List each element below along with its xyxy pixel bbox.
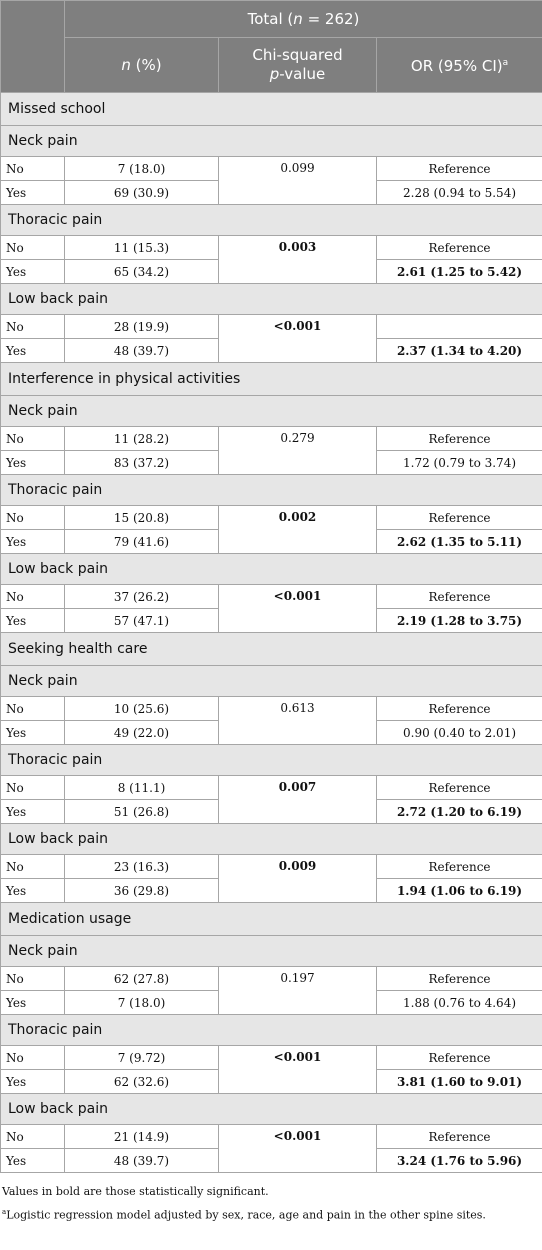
row-n-percent: 36 (29.8) [65, 879, 219, 903]
header-row-total [1, 1, 542, 38]
p-value-cell: 0.003 [219, 236, 377, 284]
row-label: Yes [1, 609, 65, 633]
table-row [1, 1125, 542, 1149]
row-odds-ratio: Reference [377, 1046, 542, 1070]
row-n-percent: 51 (26.8) [65, 800, 219, 824]
group-row [1, 824, 542, 855]
row-odds-ratio: 2.37 (1.34 to 4.20) [377, 339, 542, 363]
section-title: Interference in physical activities [1, 363, 542, 396]
row-label: No [1, 1125, 65, 1149]
row-n-percent: 62 (27.8) [65, 967, 219, 991]
section-title: Missed school [1, 93, 542, 126]
group-title: Low back pain [1, 1094, 542, 1125]
group-row [1, 205, 542, 236]
group-row [1, 1015, 542, 1046]
row-n-percent: 62 (32.6) [65, 1070, 219, 1094]
row-n-percent: 65 (34.2) [65, 260, 219, 284]
row-odds-ratio: 1.88 (0.76 to 4.64) [377, 991, 542, 1015]
row-label: Yes [1, 721, 65, 745]
row-n-percent: 11 (28.2) [65, 427, 219, 451]
row-n-percent: 83 (37.2) [65, 451, 219, 475]
table-row [1, 585, 542, 609]
group-row [1, 936, 542, 967]
row-n-percent: 23 (16.3) [65, 855, 219, 879]
p-value-cell: <0.001 [219, 1125, 377, 1173]
group-title: Neck pain [1, 396, 542, 427]
p-value-cell: 0.007 [219, 776, 377, 824]
row-n-percent: 7 (18.0) [65, 991, 219, 1015]
p-value-cell: 0.279 [219, 427, 377, 475]
group-title: Low back pain [1, 554, 542, 585]
group-title: Neck pain [1, 936, 542, 967]
row-odds-ratio: Reference [377, 776, 542, 800]
group-title: Low back pain [1, 824, 542, 855]
row-odds-ratio: Reference [377, 157, 542, 181]
header-n-percent: n (%) [65, 38, 219, 93]
p-value-cell: 0.002 [219, 506, 377, 554]
row-n-percent: 69 (30.9) [65, 181, 219, 205]
p-value-cell: 0.009 [219, 855, 377, 903]
row-odds-ratio [377, 315, 542, 339]
group-title: Low back pain [1, 284, 542, 315]
row-odds-ratio: Reference [377, 427, 542, 451]
group-row [1, 126, 542, 157]
row-label: No [1, 236, 65, 260]
row-label: No [1, 315, 65, 339]
row-n-percent: 48 (39.7) [65, 1149, 219, 1173]
footnote-bold: Values in bold are those statistically significant. [2, 1185, 269, 1198]
group-row [1, 745, 542, 776]
row-odds-ratio: 3.81 (1.60 to 9.01) [377, 1070, 542, 1094]
group-row [1, 554, 542, 585]
row-label: No [1, 585, 65, 609]
row-label: Yes [1, 181, 65, 205]
row-odds-ratio: Reference [377, 236, 542, 260]
group-title: Neck pain [1, 126, 542, 157]
row-label: No [1, 967, 65, 991]
p-value-cell: 0.197 [219, 967, 377, 1015]
p-value-cell: <0.001 [219, 585, 377, 633]
table-row [1, 236, 542, 260]
section-row [1, 93, 542, 126]
row-n-percent: 37 (26.2) [65, 585, 219, 609]
group-row [1, 475, 542, 506]
table-row [1, 427, 542, 451]
row-n-percent: 48 (39.7) [65, 339, 219, 363]
table-row [1, 967, 542, 991]
row-odds-ratio: Reference [377, 585, 542, 609]
row-odds-ratio: Reference [377, 506, 542, 530]
group-row [1, 666, 542, 697]
footnote-a: $^a$Logistic regression model adjusted by sex, race, age and pain in the other spine sites. [2, 1208, 486, 1222]
row-odds-ratio: 2.72 (1.20 to 6.19) [377, 800, 542, 824]
header-odds-ratio: OR (95% CI)$^a$ [377, 38, 542, 93]
table-row [1, 1046, 542, 1070]
section-row [1, 633, 542, 666]
row-label: Yes [1, 451, 65, 475]
row-label: Yes [1, 879, 65, 903]
header-total: Total (n = 262) [65, 1, 542, 38]
group-title: Thoracic pain [1, 205, 542, 236]
row-label: Yes [1, 991, 65, 1015]
row-label: No [1, 697, 65, 721]
row-label: Yes [1, 260, 65, 284]
row-label: No [1, 855, 65, 879]
row-label: Yes [1, 1149, 65, 1173]
p-value-cell: 0.099 [219, 157, 377, 205]
row-odds-ratio: 3.24 (1.76 to 5.96) [377, 1149, 542, 1173]
group-row [1, 396, 542, 427]
row-n-percent: 7 (18.0) [65, 157, 219, 181]
row-label: No [1, 1046, 65, 1070]
table-row [1, 697, 542, 721]
header-row-columns [1, 38, 542, 93]
section-title: Seeking health care [1, 633, 542, 666]
section-title: Medication usage [1, 903, 542, 936]
row-odds-ratio: Reference [377, 855, 542, 879]
row-odds-ratio: 2.28 (0.94 to 5.54) [377, 181, 542, 205]
table-row [1, 776, 542, 800]
group-row [1, 1094, 542, 1125]
row-label: Yes [1, 339, 65, 363]
row-odds-ratio: Reference [377, 1125, 542, 1149]
group-title: Neck pain [1, 666, 542, 697]
p-value-cell: <0.001 [219, 1046, 377, 1094]
group-title: Thoracic pain [1, 745, 542, 776]
row-n-percent: 7 (9.72) [65, 1046, 219, 1070]
table-row [1, 157, 542, 181]
row-n-percent: 79 (41.6) [65, 530, 219, 554]
row-n-percent: 15 (20.8) [65, 506, 219, 530]
footnotes [0, 1173, 542, 1226]
row-n-percent: 21 (14.9) [65, 1125, 219, 1149]
row-label: No [1, 776, 65, 800]
row-label: No [1, 157, 65, 181]
section-row [1, 903, 542, 936]
row-n-percent: 49 (22.0) [65, 721, 219, 745]
p-value-cell: <0.001 [219, 315, 377, 363]
table-row [1, 855, 542, 879]
table-row [1, 315, 542, 339]
group-title: Thoracic pain [1, 475, 542, 506]
row-n-percent: 8 (11.1) [65, 776, 219, 800]
row-n-percent: 57 (47.1) [65, 609, 219, 633]
row-odds-ratio: 1.72 (0.79 to 3.74) [377, 451, 542, 475]
header-chi-squared: Chi-squared p-value [219, 38, 377, 93]
row-label: Yes [1, 1070, 65, 1094]
row-label: Yes [1, 800, 65, 824]
group-title: Thoracic pain [1, 1015, 542, 1046]
row-label: Yes [1, 530, 65, 554]
row-odds-ratio: 1.94 (1.06 to 6.19) [377, 879, 542, 903]
row-odds-ratio: 0.90 (0.40 to 2.01) [377, 721, 542, 745]
row-odds-ratio: 2.62 (1.35 to 5.11) [377, 530, 542, 554]
row-odds-ratio: 2.19 (1.28 to 3.75) [377, 609, 542, 633]
p-value-cell: 0.613 [219, 697, 377, 745]
row-label: No [1, 506, 65, 530]
row-odds-ratio: 2.61 (1.25 to 5.42) [377, 260, 542, 284]
table-body [1, 93, 542, 1173]
row-n-percent: 11 (15.3) [65, 236, 219, 260]
table-row [1, 506, 542, 530]
row-label: No [1, 427, 65, 451]
header-blank-cell [1, 1, 65, 93]
row-n-percent: 10 (25.6) [65, 697, 219, 721]
row-odds-ratio: Reference [377, 697, 542, 721]
row-n-percent: 28 (19.9) [65, 315, 219, 339]
section-row [1, 363, 542, 396]
group-row [1, 284, 542, 315]
row-odds-ratio: Reference [377, 967, 542, 991]
